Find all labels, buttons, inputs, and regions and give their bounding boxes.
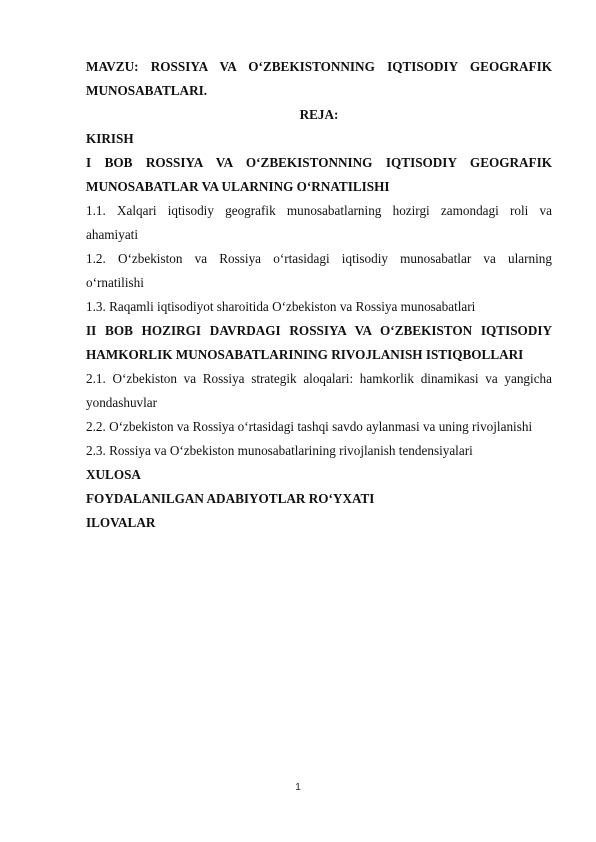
chapter-1-title-line-2: MUNOSABATLAR VA ULARNING O‘RNATILISHI [86,179,390,194]
references-heading: FOYDALANILGAN ADABIYOTLAR RO‘YXATI [86,491,375,506]
chapter-2-title-line-2: HAMKORLIK MUNOSABATLARINING RIVOJLANISH ISTIQBOLLARI [86,347,524,362]
chapter-1-title-line-1: I BOB ROSSIYA VA O‘ZBEKISTONNING IQTISODIY GEOGRAFIK [86,155,552,170]
section-2-2: 2.2. O‘zbekiston va Rossiya o‘rtasidagi tashqi savdo aylanmasi va uning rivojlanishi [86,419,533,434]
page-number: 1 [295,782,301,793]
chapter-2-title-line-1: II BOB HOZIRGI DAVRDAGI ROSSIYA VA O‘ZBEKISTON IQTISODIY [86,323,552,338]
section-1-3: 1.3. Raqamli iqtisodiyot sharoitida O‘zbekiston va Rossiya munosabatlari [86,299,476,314]
table-of-contents [86,55,552,535]
intro-heading: KIRISH [86,131,134,146]
topic-title-line-1: MAVZU: ROSSIYA VA O‘ZBEKISTONNING IQTISODIY GEOGRAFIK [86,59,552,74]
section-1-1-line-2: ahamiyati [86,227,138,242]
conclusion-heading: XULOSA [86,467,141,482]
appendices-heading: ILOVALAR [86,515,156,530]
plan-heading: REJA: [299,107,339,122]
section-1-2-line-2: o‘rnatilishi [86,275,144,290]
topic-title-line-2: MUNOSABATLARI. [86,83,208,98]
section-1-2-line-1: 1.2. O‘zbekiston va Rossiya o‘rtasidagi iqtisodiy munosabatlar va ularning [86,251,552,266]
section-1-1-line-1: 1.1. Xalqari iqtisodiy geografik munosabatlarning hozirgi zamondagi roli va [86,203,552,218]
section-2-3: 2.3. Rossiya va O‘zbekiston munosabatlarining rivojlanish tendensiyalari [86,443,473,458]
section-2-1-line-1: 2.1. O‘zbekiston va Rossiya strategik aloqalari: hamkorlik dinamikasi va yangicha [86,371,552,386]
section-2-1-line-2: yondashuvlar [86,395,158,410]
